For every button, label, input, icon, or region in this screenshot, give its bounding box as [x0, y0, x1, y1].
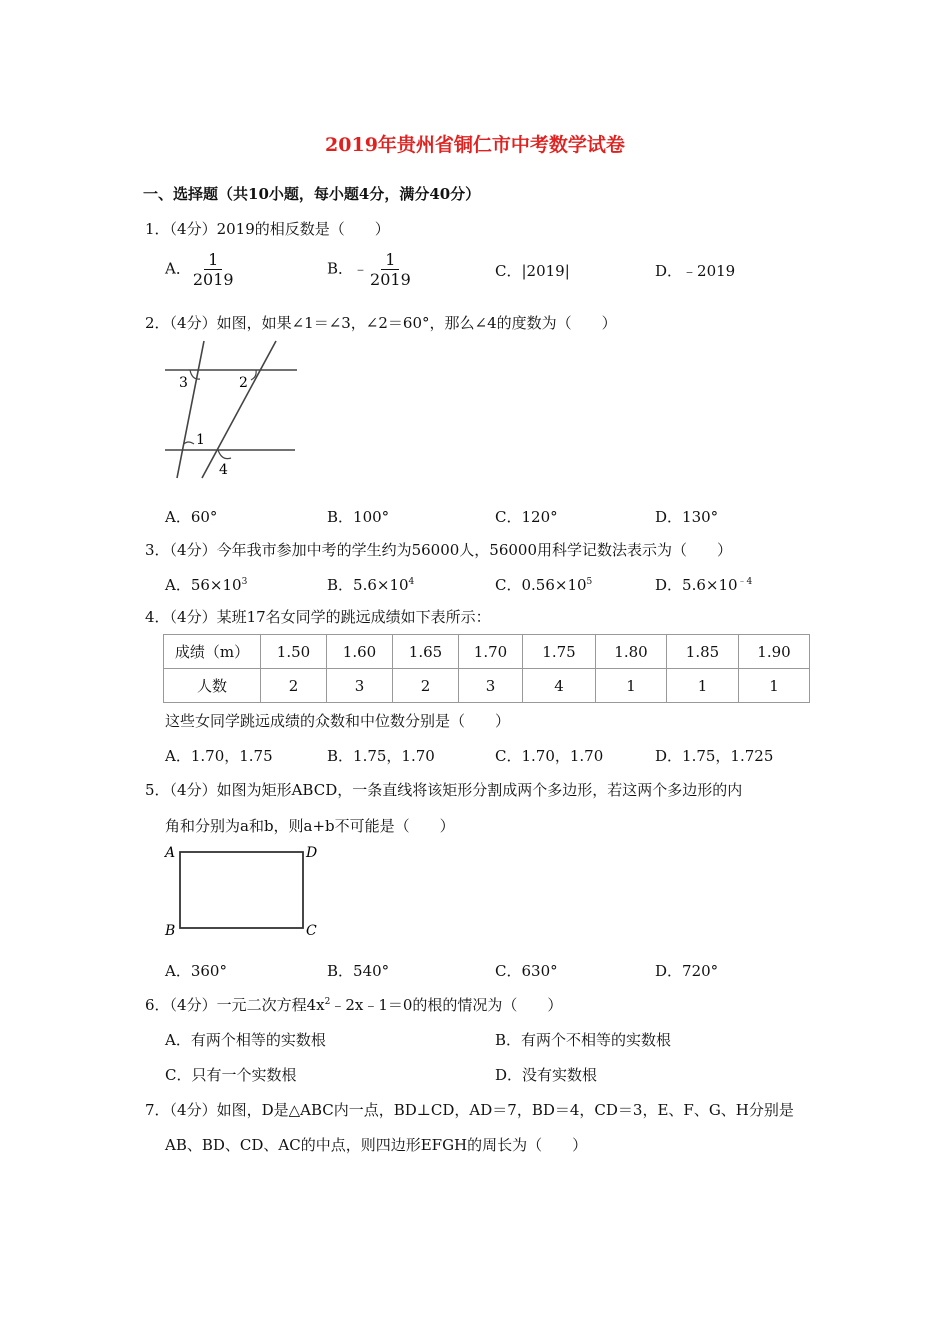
table-row [164, 635, 810, 669]
q1-option-a-den: 2019 [192, 270, 234, 289]
q4-followup: 这些女同学跳远成绩的众数和中位数分别是（ ） [165, 712, 511, 730]
q3-option-c [495, 574, 592, 595]
q5-option-b: B．540° [327, 962, 390, 980]
question-1-stem: 1．（4分）2019的相反数是（ ） [145, 220, 390, 238]
q4-count-cell: 1 [667, 669, 739, 703]
question-7-stem-line-1: 7．（4分）如图，D是△ABC内一点，BD⊥CD，AD＝7，BD＝4，CD＝3，E、F、G、H分别是 [145, 1101, 794, 1119]
q4-option-c: C．1.70，1.70 [495, 747, 604, 765]
q2-parallel-lines-figure [160, 338, 305, 483]
q1-option-b-prefix: B．﹣ [327, 259, 369, 278]
q4-count-cell: 2 [261, 669, 327, 703]
q1-option-a [165, 250, 236, 289]
q2-left-transversal [177, 341, 204, 478]
q3-option-b-exp: 4 [408, 577, 415, 587]
q4-count-cell: 3 [459, 669, 523, 703]
question-7-stem-line-2: AB、BD、CD、AC的中点，则四边形EFGH的周长为（ ） [165, 1136, 588, 1154]
q4-score-cell: 1.70 [459, 635, 523, 669]
q4-count-cell: 3 [327, 669, 393, 703]
q5-label-c: C [306, 923, 317, 939]
q2-angle-4-arc [218, 450, 231, 459]
q1-option-b [327, 250, 413, 289]
q2-option-c: C．120° [495, 508, 558, 526]
q1-option-c: C．|2019| [495, 262, 570, 280]
q4-score-cell: 1.60 [327, 635, 393, 669]
q6-option-d: D．没有实数根 [495, 1066, 598, 1084]
q4-row2-label: 人数 [164, 669, 261, 703]
q4-score-cell: 1.90 [739, 635, 810, 669]
q2-label-3: 3 [179, 375, 188, 391]
q6-stem-prefix: 6．（4分）一元二次方程4x [145, 996, 325, 1014]
q5-option-d: D．720° [655, 962, 719, 980]
table-row [164, 669, 810, 703]
q1-option-a-fraction [191, 250, 236, 289]
q4-count-cell: 4 [523, 669, 596, 703]
q2-right-transversal [202, 341, 276, 478]
q1-option-a-prefix: A． [165, 259, 191, 278]
q3-option-d-text: D．5.6×10 [655, 576, 738, 594]
q3-option-b-text: B．5.6×10 [327, 576, 409, 594]
q2-angle-1-arc [184, 442, 194, 444]
q3-option-c-text: C．0.56×10 [495, 576, 587, 594]
q3-option-c-exp: 5 [586, 577, 593, 587]
q2-option-a: A．60° [165, 508, 218, 526]
q6-option-b: B．有两个不相等的实数根 [495, 1031, 672, 1049]
q1-option-b-num: 1 [381, 250, 399, 270]
q4-score-cell: 1.80 [596, 635, 667, 669]
question-5-stem-line-1: 5．（4分）如图为矩形ABCD，一条直线将该矩形分割成两个多边形，若这两个多边形的内 [145, 781, 743, 799]
q3-option-d [655, 574, 752, 595]
q6-stem-exp: 2 [324, 997, 331, 1007]
q2-label-2: 2 [239, 375, 248, 391]
section-heading: 一、选择题（共10小题，每小题4分，满分40分） [143, 185, 481, 203]
q4-option-d: D．1.75，1.725 [655, 747, 774, 765]
q5-option-a: A．360° [165, 962, 227, 980]
q4-score-table [163, 634, 810, 703]
q4-score-cell: 1.75 [523, 635, 596, 669]
q3-option-a [165, 574, 247, 595]
question-6-stem [145, 994, 562, 1015]
question-2-stem: 2．（4分）如图，如果∠1＝∠3，∠2＝60°，那么∠4的度数为（ ） [145, 314, 617, 332]
q4-option-b: B．1.75，1.70 [327, 747, 435, 765]
q2-label-4: 4 [219, 462, 228, 478]
q3-option-a-text: A．56×10 [165, 576, 242, 594]
q4-count-cell: 2 [393, 669, 459, 703]
q1-option-d: D．﹣2019 [655, 262, 736, 280]
q1-option-b-fraction [368, 250, 413, 289]
q3-option-a-exp: 3 [241, 577, 248, 587]
q3-option-b [327, 574, 414, 595]
q5-label-b: B [165, 923, 176, 939]
question-4-stem: 4．（4分）某班17名女同学的跳远成绩如下表所示： [145, 608, 491, 626]
q4-score-cell: 1.50 [261, 635, 327, 669]
q5-rectangle-figure [160, 840, 325, 940]
q4-score-cell: 1.85 [667, 635, 739, 669]
q5-label-d: D [306, 845, 318, 861]
q4-row1-label: 成绩（m） [164, 635, 261, 669]
q3-option-d-exp: ﹣4 [737, 577, 753, 587]
q4-count-cell: 1 [739, 669, 810, 703]
q2-label-1: 1 [196, 432, 205, 448]
q4-count-cell: 1 [596, 669, 667, 703]
q6-option-c: C．只有一个实数根 [165, 1066, 297, 1084]
q1-option-b-den: 2019 [370, 270, 411, 289]
page-title: 2019年贵州省铜仁市中考数学试卷 [325, 134, 625, 156]
q5-label-a: A [165, 845, 176, 861]
q6-stem-suffix: ﹣2x﹣1＝0的根的情况为（ ） [330, 996, 563, 1014]
q6-option-a: A．有两个相等的实数根 [165, 1031, 326, 1049]
q1-option-a-num: 1 [204, 250, 222, 270]
q4-score-cell: 1.65 [393, 635, 459, 669]
question-5-stem-line-2: 角和分别为a和b，则a+b不可能是（ ） [165, 817, 455, 835]
q5-option-c: C．630° [495, 962, 558, 980]
q5-rectangle-abcd [180, 852, 303, 928]
q2-option-d: D．130° [655, 508, 719, 526]
q2-option-b: B．100° [327, 508, 390, 526]
q4-option-a: A．1.70，1.75 [165, 747, 273, 765]
question-3-stem: 3．（4分）今年我市参加中考的学生约为56000人，56000用科学记数法表示为（ ） [145, 541, 733, 559]
